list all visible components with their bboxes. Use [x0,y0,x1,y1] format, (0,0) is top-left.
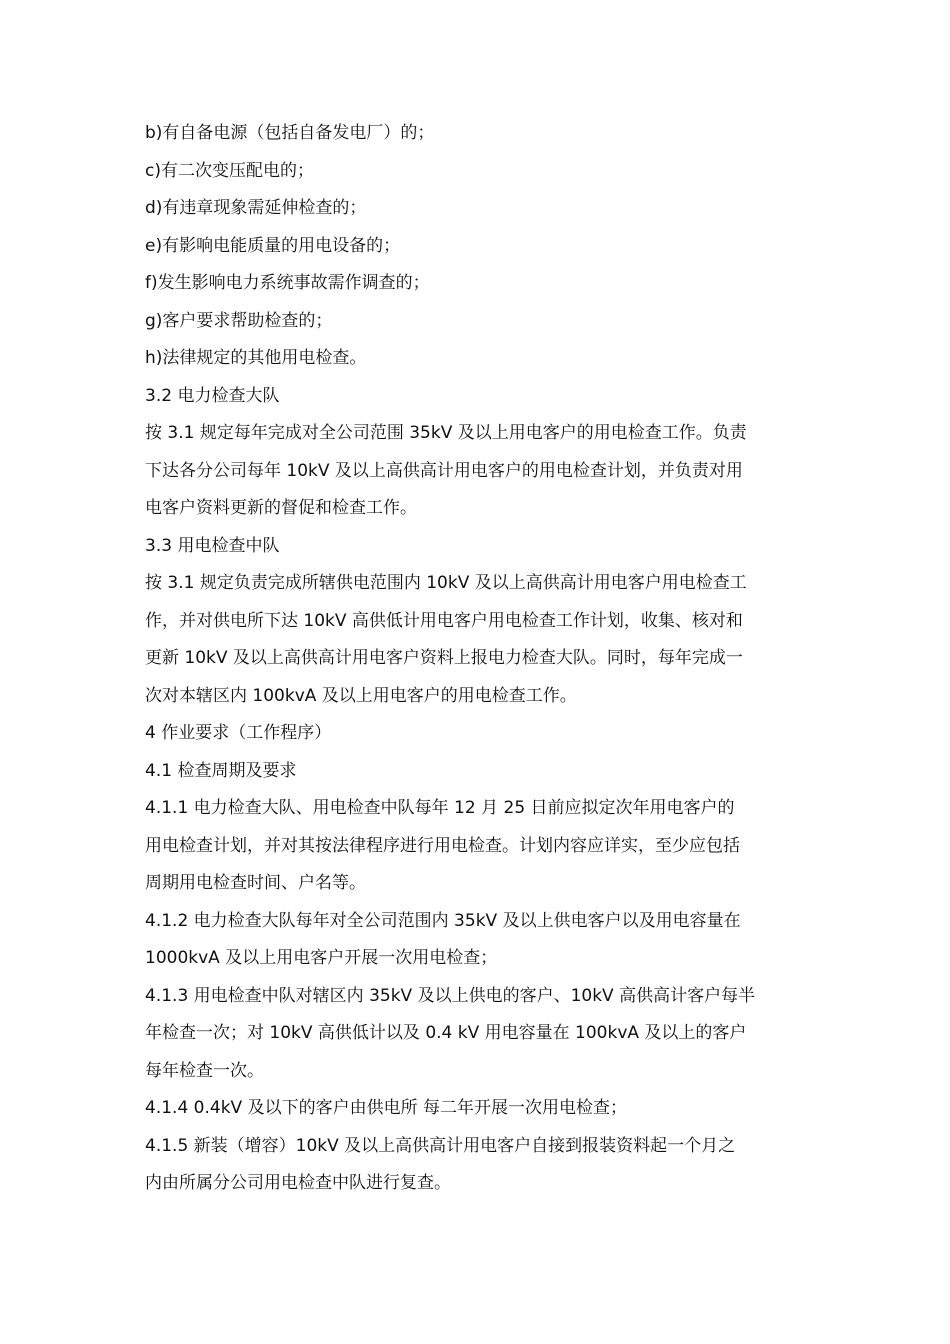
paragraph-line: 作，并对供电所下达 10kV 高供低计用电客户用电检查工作计划，收集、核对和 [145,610,743,631]
section-heading-4-1: 4.1 检查周期及要求 [145,760,297,781]
list-item-f: f)发生影响电力系统事故需作调查的； [145,273,430,293]
paragraph-line: 4.1.4 0.4kV 及以下的客户由供电所 每二年开展一次用电检查； [145,1098,627,1118]
paragraph-line: 4.1.2 电力检查大队每年对全公司范围内 35kV 及以上供电客户以及用电容量在 [145,910,741,931]
paragraph-line: 更新 10kV 及以上高供高计用电客户资料上报电力检查大队。同时，每年完成一 [145,648,743,668]
paragraph-4-1-2 [145,903,810,978]
section-heading-3-3: 3.3 用电检查中队 [145,535,280,556]
paragraph-line: 1000kvA 及以上用电客户开展一次用电检查； [145,948,498,968]
paragraph-line: 电客户资料更新的督促和检查工作。 [145,498,417,518]
paragraph-4-1-5 [145,1128,810,1203]
list-item-g: g)客户要求帮助检查的； [145,310,333,331]
paragraph-line: 用电检查计划，并对其按法律程序进行用电检查。计划内容应详实，至少应包括 [145,835,740,856]
paragraph-line: 4.1.5 新装（增容）10kV 及以上高供高计用电客户自接到报装资料起一个月之 [145,1135,736,1156]
section-heading-3-2: 3.2 电力检查大队 [145,385,280,406]
paragraph-line: 年检查一次；对 10kV 高供低计以及 0.4 kV 用电容量在 100kvA 及以上的客户 [145,1023,747,1043]
paragraph-line: 4.1.1 电力检查大队、用电检查中队每年 12 月 25 日前应拟定次年用电客户的 [145,798,735,818]
document-body [145,115,810,1203]
list-item-h: h)法律规定的其他用电检查。 [145,348,367,368]
paragraph-line: 下达各分公司每年 10kV 及以上高供高计用电客户的用电检查计划，并负责对用 [145,460,743,481]
section-heading-4: 4 作业要求（工作程序） [145,723,332,743]
paragraph-line: 按 3.1 规定每年完成对全公司范围 35kV 及以上用电客户的用电检查工作。负责 [145,423,747,443]
list-item-e: e)有影响电能质量的用电设备的； [145,235,401,256]
paragraph-4-1-1 [145,790,810,903]
list-item-c: c)有二次变压配电的； [145,160,314,181]
paragraph-4-1-4 [145,1090,810,1128]
list-item-b: b)有自备电源（包括自备发电厂）的； [145,123,435,143]
paragraph-3-3 [145,565,810,715]
paragraph-line: 内由所属分公司用电检查中队进行复查。 [145,1173,451,1193]
paragraph-line: 4.1.3 用电检查中队对辖区内 35kV 及以上供电的客户、10kV 高供高计客户每半 [145,985,756,1006]
paragraph-line: 次对本辖区内 100kvA 及以上用电客户的用电检查工作。 [145,685,577,706]
paragraph-line: 周期用电检查时间、户名等。 [145,873,366,893]
paragraph-3-2 [145,415,810,528]
paragraph-line: 每年检查一次。 [145,1060,264,1081]
paragraph-line: 按 3.1 规定负责完成所辖供电范围内 10kV 及以上高供高计用电客户用电检查工 [145,573,747,593]
list-item-d: d)有违章现象需延伸检查的； [145,198,367,218]
paragraph-4-1-3 [145,978,810,1091]
